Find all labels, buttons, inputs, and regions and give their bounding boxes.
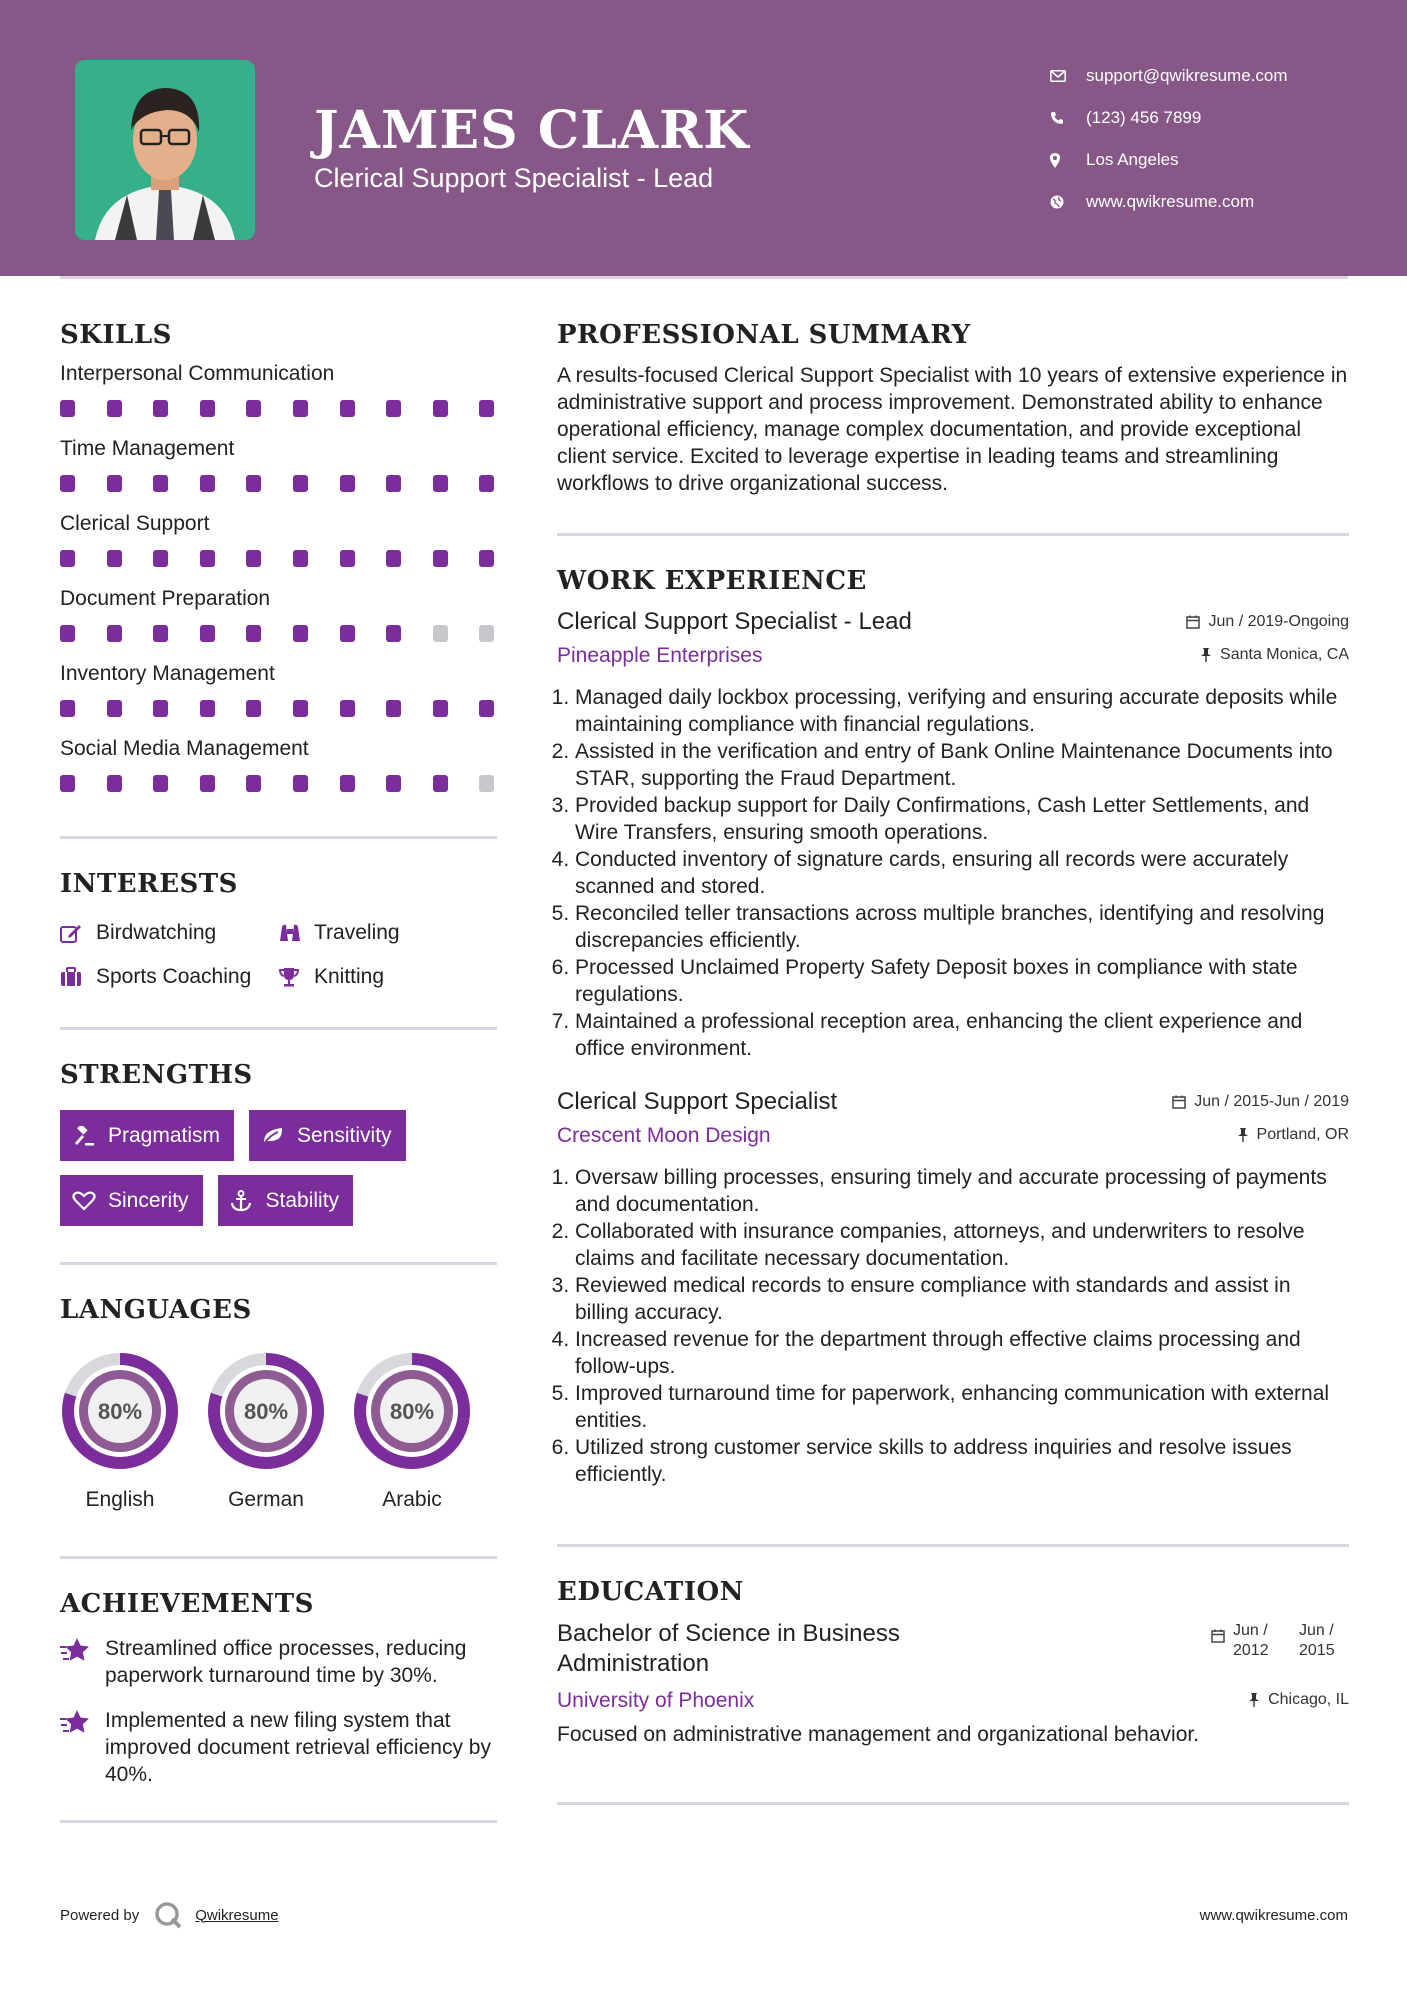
- skill-dot-empty: [479, 625, 494, 642]
- skill-dot-filled: [153, 400, 168, 417]
- degree-title: [557, 1619, 900, 1679]
- globe-icon: [1050, 195, 1086, 209]
- skill-name: Inventory Management: [60, 662, 275, 685]
- skill-dot-filled: [200, 625, 215, 642]
- heart-icon: [72, 1191, 108, 1211]
- candidate-name: JAMES CLARK: [314, 100, 750, 161]
- education-title: EDUCATION: [557, 1577, 744, 1607]
- pencil-square-icon: [60, 923, 96, 943]
- calendar-icon: [1211, 1629, 1225, 1643]
- contact-email-text: support@qwikresume.com: [1086, 66, 1288, 85]
- language-ring: [60, 1351, 180, 1471]
- job-entry: [557, 608, 1349, 1062]
- skill-dot-filled: [153, 475, 168, 492]
- job-dates-text: Jun / 2019-Ongoing: [1208, 613, 1349, 630]
- interest-label: Knitting: [314, 965, 385, 988]
- skill-dot-filled: [200, 475, 215, 492]
- contact-list: [1050, 55, 1288, 223]
- summary-title: PROFESSIONAL SUMMARY: [557, 320, 971, 350]
- degree-line-2: Administration: [557, 1650, 710, 1677]
- education-divider: [557, 1802, 1349, 1805]
- achievements-list: [60, 1635, 497, 1788]
- skill-dot-filled: [153, 625, 168, 642]
- language-percent: 80%: [243, 1399, 289, 1424]
- skill-dot-filled: [386, 550, 401, 567]
- language-item: [60, 1351, 180, 1512]
- skill-dot-filled: [153, 550, 168, 567]
- contact-phone-text: (123) 456 7899: [1086, 108, 1202, 127]
- skills-title: SKILLS: [60, 320, 172, 350]
- interests-list: [60, 921, 497, 989]
- language-item: [206, 1351, 326, 1512]
- skill-dot-filled: [433, 400, 448, 417]
- skill-level-dots: [60, 700, 497, 717]
- degree-line-1: Bachelor of Science in Business: [557, 1620, 900, 1647]
- skill-name: Social Media Management: [60, 737, 309, 760]
- strength-label: Pragmatism: [108, 1123, 221, 1147]
- job-location: [1200, 646, 1349, 664]
- strength-badge: [218, 1175, 354, 1226]
- envelope-icon: [1050, 70, 1086, 82]
- duty-item: 2. Collaborated with insurance companies, attorneys, and underwriters to resolve claims and facilitate necessary documentation.: [575, 1218, 1349, 1272]
- skill-dot-filled: [386, 700, 401, 717]
- language-item: [352, 1351, 472, 1512]
- interest-item: [278, 921, 498, 945]
- job-dates-text: Jun / 2015-Jun / 2019: [1194, 1093, 1349, 1110]
- skill-dot-filled: [60, 475, 75, 492]
- languages-divider: [60, 1556, 497, 1559]
- skill-dot-filled: [153, 775, 168, 792]
- skill-dot-filled: [246, 625, 261, 642]
- trophy-icon: [278, 967, 314, 987]
- strength-label: Sincerity: [108, 1188, 189, 1212]
- powered-by-label: Powered by: [60, 1906, 140, 1924]
- interests-title: INTERESTS: [60, 869, 238, 899]
- strength-badge: [60, 1175, 203, 1226]
- skill-dot-filled: [340, 550, 355, 567]
- pushpin-icon: [1237, 1128, 1249, 1142]
- achievement-item: [60, 1635, 497, 1689]
- qwikresume-logo-icon: [153, 1900, 183, 1930]
- skill-dot-filled: [107, 625, 122, 642]
- duty-item: 4. Increased revenue for the department through effective claims processing and follow-ups.: [575, 1326, 1349, 1380]
- strength-badge: [60, 1110, 234, 1161]
- edu-end-month: Jun /: [1299, 1622, 1334, 1639]
- pushpin-icon: [1248, 1693, 1260, 1707]
- duty-item: 1. Oversaw billing processes, ensuring timely and accurate processing of payments and documentation.: [575, 1164, 1349, 1218]
- skill-dot-filled: [340, 700, 355, 717]
- skill-dot-filled: [60, 400, 75, 417]
- strength-label: Sensitivity: [297, 1123, 392, 1147]
- strength-badge: [249, 1110, 406, 1161]
- calendar-icon: [1172, 1095, 1186, 1109]
- skill-dot-filled: [200, 550, 215, 567]
- skill-dot-filled: [433, 775, 448, 792]
- contact-website-text: www.qwikresume.com: [1086, 192, 1255, 211]
- skill-dot-filled: [479, 550, 494, 567]
- job-dates: [1186, 613, 1349, 631]
- languages-list: [60, 1351, 497, 1512]
- job-title: Clerical Support Specialist - Lead: [557, 608, 912, 635]
- skills-divider: [60, 836, 497, 839]
- skill-dot-filled: [386, 475, 401, 492]
- skills-list: [60, 362, 497, 792]
- school-name: University of Phoenix: [557, 1689, 755, 1712]
- skill-dot-filled: [60, 625, 75, 642]
- achievements-title: ACHIEVEMENTS: [60, 1589, 314, 1619]
- skill-dot-filled: [433, 475, 448, 492]
- skill-name: Time Management: [60, 437, 235, 460]
- job-location-text: Santa Monica, CA: [1220, 646, 1349, 663]
- interest-item: [278, 965, 498, 989]
- strengths-title: STRENGTHS: [60, 1060, 253, 1090]
- contact-email[interactable]: [1050, 55, 1288, 97]
- company-name: Pineapple Enterprises: [557, 644, 763, 667]
- skill-dot-filled: [433, 700, 448, 717]
- achievement-text: Implemented a new filing system that improved document retrieval efficiency by 40%.: [105, 1709, 491, 1786]
- skill-dot-filled: [60, 700, 75, 717]
- duty-item: 7. Maintained a professional reception area, enhancing the client experience and office environment.: [575, 1008, 1349, 1062]
- duty-item: 6. Utilized strong customer service skills to address inquiries and resolve issues efficiently.: [575, 1434, 1349, 1488]
- skill-dot-filled: [246, 550, 261, 567]
- edu-end-year: 2015: [1299, 1642, 1335, 1659]
- skill-dot-filled: [386, 775, 401, 792]
- skill-dot-filled: [200, 775, 215, 792]
- skill-dot-filled: [293, 700, 308, 717]
- skill-dot-filled: [479, 400, 494, 417]
- duty-item: 5. Reconciled teller transactions across multiple branches, identifying and resolving discrepancies efficiently.: [575, 900, 1349, 954]
- right-column: [557, 320, 1349, 1805]
- achievement-text: Streamlined office processes, reducing paperwork turnaround time by 30%.: [105, 1637, 467, 1687]
- interest-label: Traveling: [314, 921, 400, 944]
- job-entry: [557, 1088, 1349, 1488]
- candidate-role: Clerical Support Specialist - Lead: [314, 163, 714, 193]
- language-name: German: [228, 1488, 304, 1511]
- duty-item: 2. Assisted in the verification and entry of Bank Online Maintenance Documents into STAR, supporting the Fraud Department.: [575, 738, 1349, 792]
- interest-label: Birdwatching: [96, 921, 217, 944]
- skill-dot-filled: [107, 400, 122, 417]
- interest-label: Sports Coaching: [96, 965, 252, 988]
- strength-label: Stability: [265, 1188, 340, 1212]
- duty-item: 5. Improved turnaround time for paperwork, enhancing communication with external entities.: [575, 1380, 1349, 1434]
- gavel-icon: [72, 1126, 108, 1146]
- skill-dot-filled: [107, 775, 122, 792]
- job-dates: [1172, 1093, 1349, 1111]
- leaf-icon: [261, 1126, 297, 1146]
- skill-dot-filled: [340, 625, 355, 642]
- skill-dot-filled: [60, 775, 75, 792]
- job-duties: [557, 1164, 1349, 1488]
- skill-dot-filled: [200, 700, 215, 717]
- skill-dot-filled: [433, 550, 448, 567]
- work-divider: [557, 1544, 1349, 1547]
- work-title: WORK EXPERIENCE: [557, 566, 867, 596]
- skill-dot-filled: [60, 550, 75, 567]
- duty-item: 3. Provided backup support for Daily Confirmations, Cash Letter Settlements, and Wire Transfers, ensuring smooth operations.: [575, 792, 1349, 846]
- skill-level-dots: [60, 475, 497, 492]
- languages-title: LANGUAGES: [60, 1295, 252, 1325]
- summary-text: A results-focused Clerical Support Specialist with 10 years of extensive experience in administrative support and process improvement. Demonstrated ability to enhance operational efficiency, manage complex documentation, and provide exceptional client service. Excited to leverage expertise in leading teams and streamlining workflows to drive organizational success.: [557, 364, 1348, 495]
- skill-name: Document Preparation: [60, 587, 271, 610]
- skill-dot-filled: [246, 475, 261, 492]
- interests-divider: [60, 1027, 497, 1030]
- skill-dot-filled: [246, 775, 261, 792]
- contact-phone[interactable]: [1050, 97, 1288, 139]
- interest-item: [60, 921, 278, 945]
- skill-level-dots: [60, 400, 497, 417]
- calendar-icon: [1186, 615, 1200, 629]
- anchor-icon: [230, 1190, 266, 1212]
- skill-dot-filled: [293, 475, 308, 492]
- skill-dot-filled: [340, 475, 355, 492]
- profile-photo: [75, 60, 255, 240]
- header-divider: [60, 276, 1348, 279]
- skill-dot-filled: [340, 400, 355, 417]
- strengths-divider: [60, 1262, 497, 1265]
- skill-dot-filled: [293, 775, 308, 792]
- skill-name: Interpersonal Communication: [60, 362, 335, 385]
- job-location-text: Portland, OR: [1256, 1126, 1349, 1143]
- skill-dot-filled: [293, 400, 308, 417]
- language-percent: 80%: [97, 1399, 143, 1424]
- phone-icon: [1050, 111, 1086, 125]
- skill-dot-filled: [246, 700, 261, 717]
- skill-name: Clerical Support: [60, 512, 210, 535]
- skill-dot-filled: [246, 400, 261, 417]
- duty-item: 6. Processed Unclaimed Property Safety Deposit boxes in compliance with state regulations.: [575, 954, 1349, 1008]
- map-pin-icon: [1050, 153, 1086, 168]
- powered-by: [60, 1900, 279, 1930]
- footer: [60, 1900, 1348, 1930]
- skill-dot-filled: [107, 700, 122, 717]
- edu-start-month: Jun /: [1233, 1622, 1268, 1639]
- contact-website[interactable]: [1050, 181, 1288, 223]
- language-ring: [206, 1351, 326, 1471]
- star-badge-icon: [60, 1635, 105, 1689]
- resume-header: [0, 0, 1407, 276]
- skill-dot-filled: [293, 550, 308, 567]
- left-column: [60, 320, 497, 1823]
- skill-dot-filled: [386, 400, 401, 417]
- binoculars-icon: [278, 923, 314, 943]
- contact-location-text: Los Angeles: [1086, 150, 1179, 169]
- skill-dot-filled: [479, 700, 494, 717]
- skill-dot-filled: [340, 775, 355, 792]
- achievement-item: [60, 1707, 497, 1788]
- education-description: Focused on administrative management and organizational behavior.: [557, 1723, 1200, 1746]
- company-name: Crescent Moon Design: [557, 1124, 771, 1147]
- language-ring: [352, 1351, 472, 1471]
- footer-website[interactable]: www.qwikresume.com: [1199, 1906, 1348, 1924]
- skill-dot-filled: [479, 475, 494, 492]
- skill-level-dots: [60, 775, 497, 792]
- edu-start-year: 2012: [1233, 1642, 1269, 1659]
- skill-level-dots: [60, 550, 497, 567]
- language-name: English: [85, 1488, 155, 1511]
- skill-dot-filled: [200, 400, 215, 417]
- pushpin-icon: [1200, 648, 1212, 662]
- duty-item: 3. Reviewed medical records to ensure compliance with standards and assist in billing accuracy.: [575, 1272, 1349, 1326]
- education-location: [1248, 1691, 1349, 1709]
- job-location: [1237, 1126, 1349, 1144]
- skill-dot-filled: [386, 625, 401, 642]
- language-percent: 80%: [389, 1399, 435, 1424]
- achievements-divider: [60, 1820, 497, 1823]
- skill-dot-filled: [293, 625, 308, 642]
- strengths-list: [60, 1110, 497, 1226]
- duty-item: 1. Managed daily lockbox processing, verifying and ensuring accurate deposits while maintaining compliance with financial regulations.: [575, 684, 1349, 738]
- education-dates: [1211, 1621, 1349, 1679]
- star-badge-icon: [60, 1707, 105, 1788]
- skill-dot-filled: [107, 475, 122, 492]
- language-name: Arabic: [382, 1488, 442, 1511]
- job-title: Clerical Support Specialist: [557, 1088, 838, 1115]
- job-duties: [557, 684, 1349, 1062]
- briefcase-icon: [60, 967, 96, 987]
- summary-divider: [557, 533, 1349, 536]
- skill-dot-empty: [433, 625, 448, 642]
- skill-level-dots: [60, 625, 497, 642]
- skill-dot-filled: [107, 550, 122, 567]
- skill-dot-filled: [153, 700, 168, 717]
- education-entry: [557, 1619, 1349, 1748]
- contact-location: [1050, 139, 1288, 181]
- education-location-text: Chicago, IL: [1268, 1691, 1349, 1708]
- interest-item: [60, 965, 278, 989]
- skill-dot-empty: [479, 775, 494, 792]
- brand-link[interactable]: Qwikresume: [195, 1906, 279, 1924]
- duty-item: 4. Conducted inventory of signature cards, ensuring all records were accurately scanned and stored.: [575, 846, 1349, 900]
